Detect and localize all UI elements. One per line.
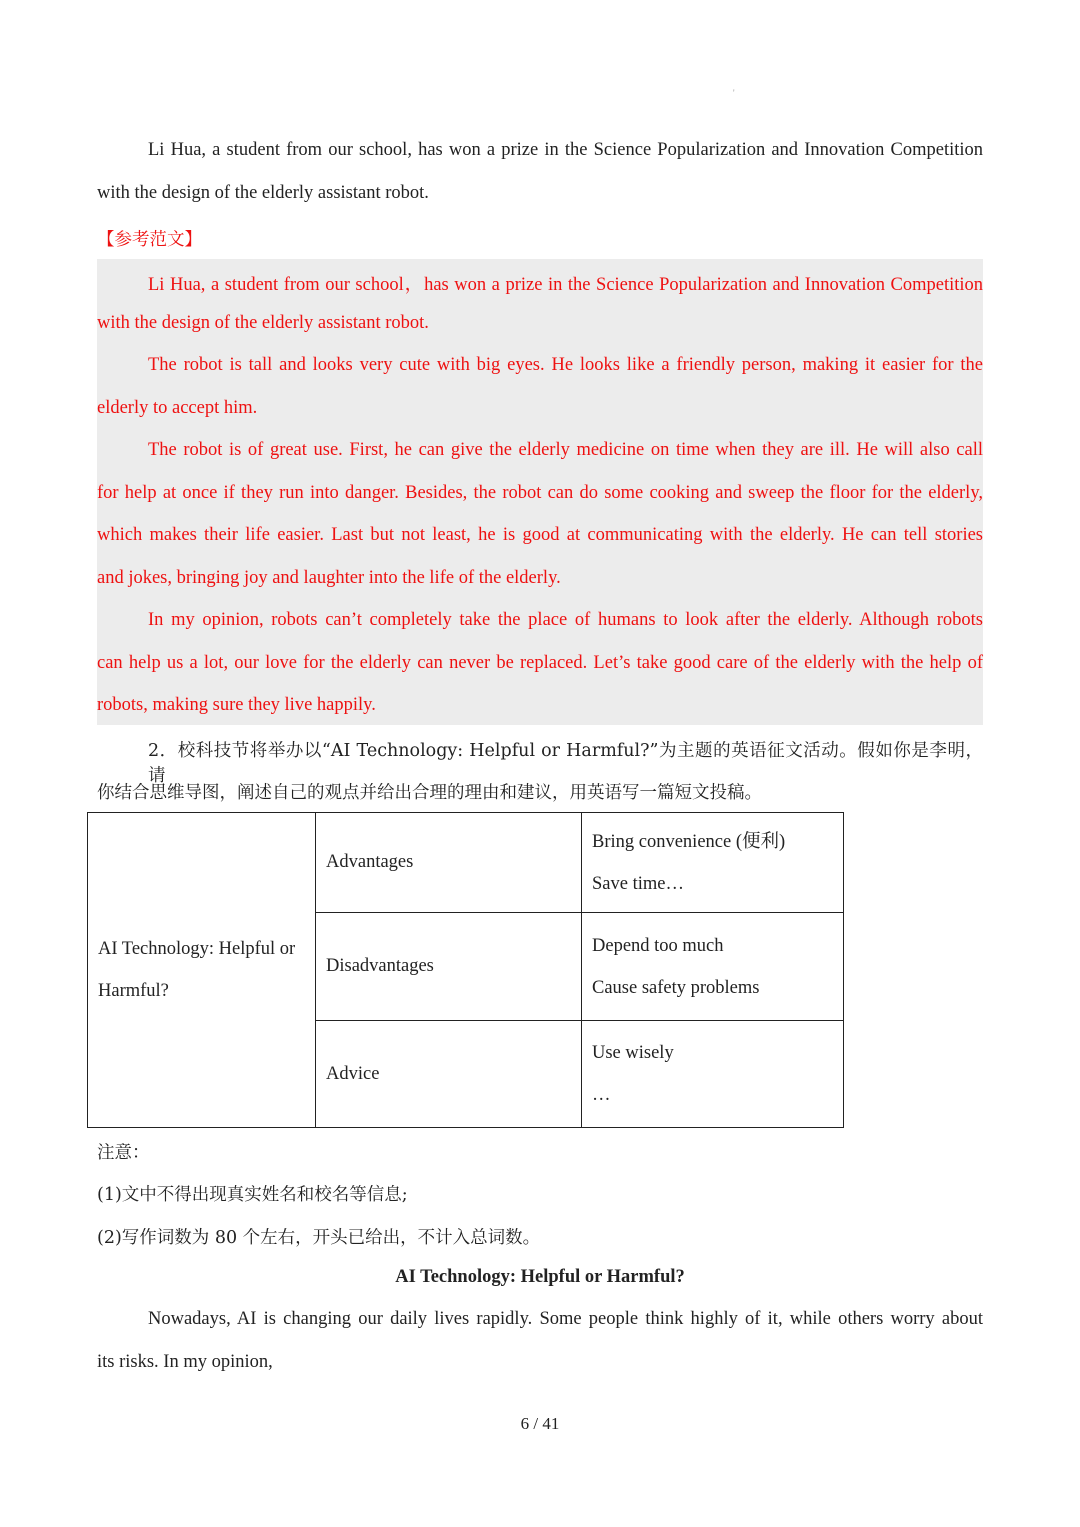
sample-p1-line-1: Li Hua, a student from our school，has won a prize in the Science Popularization and Innovation Competition [148,275,983,295]
mind-map-topic-cell [88,813,316,1128]
point-line: Depend too much [592,935,724,956]
page-number: 6 / 41 [520,1414,560,1433]
point-line: … [592,1085,611,1105]
note-1: (1)文中不得出现真实姓名和校名等信息; [97,1185,408,1205]
intro-line-2: with the design of the elderly assistant robot. [97,183,429,203]
essay-line-1: Nowadays, AI is changing our daily lives rapidly. Some people think highly of it, while others worry about [148,1309,983,1329]
point-line: Save time… [592,873,684,894]
sample-p3-line-2: for help at once if they run into danger. Besides, the robot can do some cooking and sweep the floor for the elderly, [97,483,983,503]
question2-line-1: 2．校科技节将举办以“AI Technology: Helpful or Harmful?”为主题的英语征文活动。假如你是李明，请 [148,741,983,786]
essay-line-2: its risks. In my opinion, [97,1352,273,1372]
sample-p3-line-4: and jokes, bringing joy and laughter into the life of the elderly. [97,568,561,588]
essay-title: AI Technology: Helpful or Harmful? [395,1267,685,1287]
row-points-advantages [582,813,844,913]
row-label-advantages: Advantages [316,813,582,913]
topic-line-1: AI Technology: Helpful or [98,939,296,959]
sample-p3-line-1: The robot is of great use. First, he can give the elderly medicine on time when they are ill. He will also call [148,440,983,460]
point-line: Cause safety problems [592,977,760,998]
point-line: Use wisely [592,1043,674,1063]
mind-map-table [87,812,844,1128]
sample-p4-line-2: can help us a lot, our love for the elderly can never be replaced. Let’s take good care of the elderly with the help of [97,653,983,673]
row-label-disadvantages: Disadvantages [316,913,582,1021]
sample-p1-line-2: with the design of the elderly assistant robot. [97,313,429,333]
topic-line-2: Harmful? [98,981,169,1001]
intro-line-1: Li Hua, a student from our school, has won a prize in the Science Popularization and Innovation Competition [148,140,983,160]
row-points-advice [582,1021,844,1128]
sample-p4-line-1: In my opinion, robots can’t completely take the place of humans to look after the elderly. Although robots [148,610,983,630]
sample-p2-line-2: elderly to accept him. [97,398,258,418]
notes-heading: 注意： [97,1143,150,1163]
sample-p3-line-3: which makes their life easier. Last but not least, he is good at communicating with the elderly. He can tell stories [97,525,983,545]
page-tick-mark: ' [733,88,735,98]
row-points-disadvantages [582,913,844,1021]
point-line: Bring convenience (便利) [592,831,786,852]
reference-heading: 【参考范文】 [97,230,202,250]
question2-line-2: 你结合思维导图，阐述自己的观点并给出合理的理由和建议，用英语写一篇短文投稿。 [97,783,762,803]
note-2: (2)写作词数为 80 个左右，开头已给出，不计入总词数。 [97,1228,541,1248]
sample-p2-line-1: The robot is tall and looks very cute with big eyes. He looks like a friendly person, making it easier for the [148,355,983,375]
sample-p4-line-3: robots, making sure they live happily. [97,695,376,715]
row-label-advice: Advice [316,1021,582,1128]
